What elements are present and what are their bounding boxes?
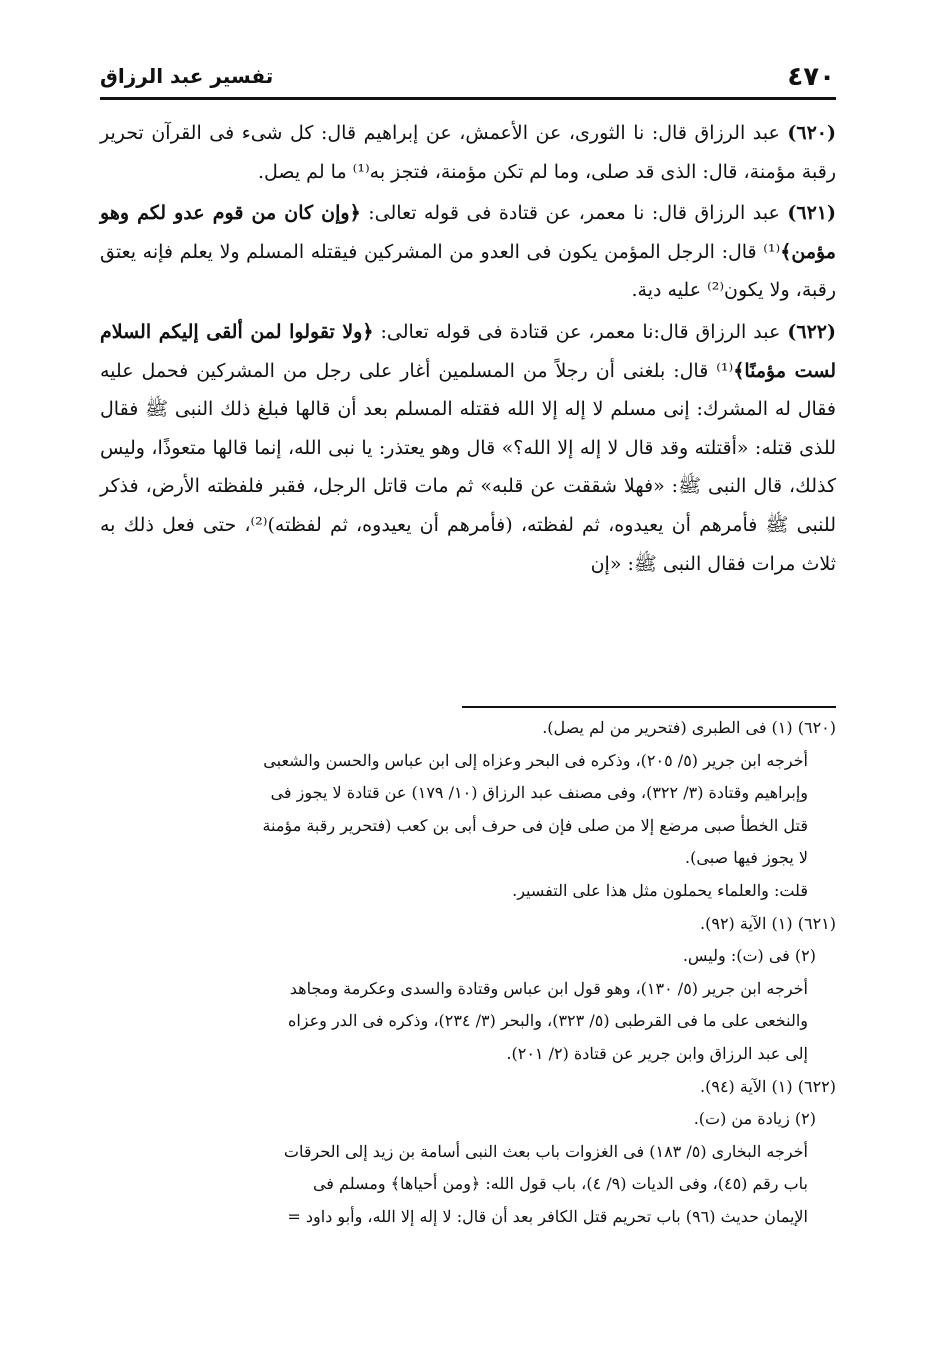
footnote-rule (462, 706, 836, 708)
running-title: تفسير عبد الرزاق (100, 64, 274, 88)
footnote-line: والنخعى على ما فى القرطبى (٥/ ٣٢٣)، والبحر (٣/ ٢٣٤)، وذكره فى الدر وعزاه (287, 1011, 808, 1031)
paragraph-number: (٦٢١) (787, 202, 836, 225)
paragraph-622 (100, 313, 836, 583)
paragraph-text: ⁽¹⁾ قال: الرجل المؤمن يكون فى العدو من المشركين فيقتله المسلم ولا يعلم فإنه يعتق رقبة، ولا يكون⁽²⁾ عليه دية. (100, 240, 836, 302)
paragraph-text: عبد الرزاق قال:نا معمر، عن قتادة فى قوله تعالى: (380, 320, 781, 343)
footnote-line: (٢) فى (ت): وليس. (682, 946, 816, 966)
footnote-line: الإيمان حديث (٩٦) باب تحريم قتل الكافر بعد أن قال: لا إله إلا الله، وأبو داود = (287, 1206, 808, 1226)
header-rule (100, 97, 836, 100)
quran-verse: ﴿وإن كان من قوم عدو لكم وهو مؤمن﴾ (100, 202, 836, 263)
paragraph-number: (٦٢٢) (787, 320, 836, 343)
footnote-line: أخرجه ابن جرير (٥/ ٢٠٥)، وذكره فى البحر وعزاه إلى ابن عباس والحسن والشعبى (263, 750, 808, 770)
footnote-line: (٦٢٢) (١) الآية (٩٤). (700, 1076, 836, 1096)
footnote-line: (٦٢١) (١) الآية (٩٢). (700, 913, 836, 933)
footnote-line: أخرجه البخارى (٥/ ١٨٣) فى الغزوات باب بعث النبى أسامة بن زيد إلى الحرقات (283, 1141, 808, 1161)
footnote-line: (٦٢٠) (١) فى الطبرى (فتحرير من لم يصل). (542, 718, 836, 737)
footnote-line: إلى عبد الرزاق وابن جرير عن قتادة (٢/ ٢٠١). (506, 1043, 808, 1063)
footnote-line: قلت: والعلماء يحملون مثل هذا على التفسير. (512, 880, 808, 900)
footnote-line: باب رقم (٤٥)، وفى الديات (٩/ ٤)، باب قول الله: ﴿ومن أحياها﴾ ومسلم فى (312, 1174, 808, 1194)
paragraph-text: ⁽¹⁾ قال: بلغنى أن رجلاً من المسلمين أغار على رجل من المشركين فحمل عليه فقال له المشرك: إنى مسلم لا إله إلا الله فقتله المسلم بعد أن قالها فبلغ ذلك النبى ﷺ فقال للذى قتله: «أقتلته وقد قال لا إله إلا الله؟» قال وهو يعتذر: يا نبى الله، إنما قالها متعوذًا، وليس كذلك، قال النبى ﷺ: «فهلا شققت عن قلبه» ثم مات قاتل الرجل، فقبر فلفظته الأرض، فذكر للنبى ﷺ فأمرهم أن يعيدوه، ثم لفظته، (فأمرهم أن يعيدوه، ثم لفظته)⁽²⁾، حتى فعل ذلك به ثلاث مرات فقال النبى ﷺ: «إن (100, 359, 836, 575)
paragraph-text: عبد الرزاق قال: نا الثورى، عن الأعمش، عن إبراهيم قال: كل شىء فى القرآن تحرير رقبة مؤمنة، قال: الذى قد صلى، وما لم تكن مؤمنة، فتجز به⁽¹⁾ ما لم يصل. (100, 122, 836, 183)
page-header (100, 60, 835, 96)
footnote-line: أخرجه ابن جرير (٥/ ١٣٠)، وهو قول ابن عباس وقتادة والسدى وعكرمة ومجاهد (289, 978, 808, 998)
quran-verse: ﴿ولا تقولوا لمن ألقى إليكم السلام لست مؤمنًا﴾ (100, 320, 836, 382)
footnote-line: قتل الخطأ صبى مرضع إلا من صلى فإن فى حرف أبى بن كعب (فتحرير رقبة مؤمنة (262, 815, 808, 835)
main-text (100, 114, 836, 586)
footnotes (100, 712, 836, 1234)
paragraph-number: (٦٢٠) (787, 122, 836, 144)
paragraph-620 (100, 114, 836, 191)
paragraph-621 (100, 194, 836, 310)
footnote-line: (٢) زيادة من (ت). (693, 1109, 816, 1129)
footnote-line: وإبراهيم وقتادة (٣/ ٣٢٢)، وفى مصنف عبد الرزاق (١٠/ ١٧٩) عن قتادة لا يجوز فى (270, 783, 808, 803)
page-number: ٤٧٠ (787, 62, 835, 92)
paragraph-text: عبد الرزاق قال: نا معمر، عن قتادة فى قوله تعالى: (368, 202, 780, 225)
footnote-line: لا يجوز فيها صبى). (685, 848, 808, 868)
